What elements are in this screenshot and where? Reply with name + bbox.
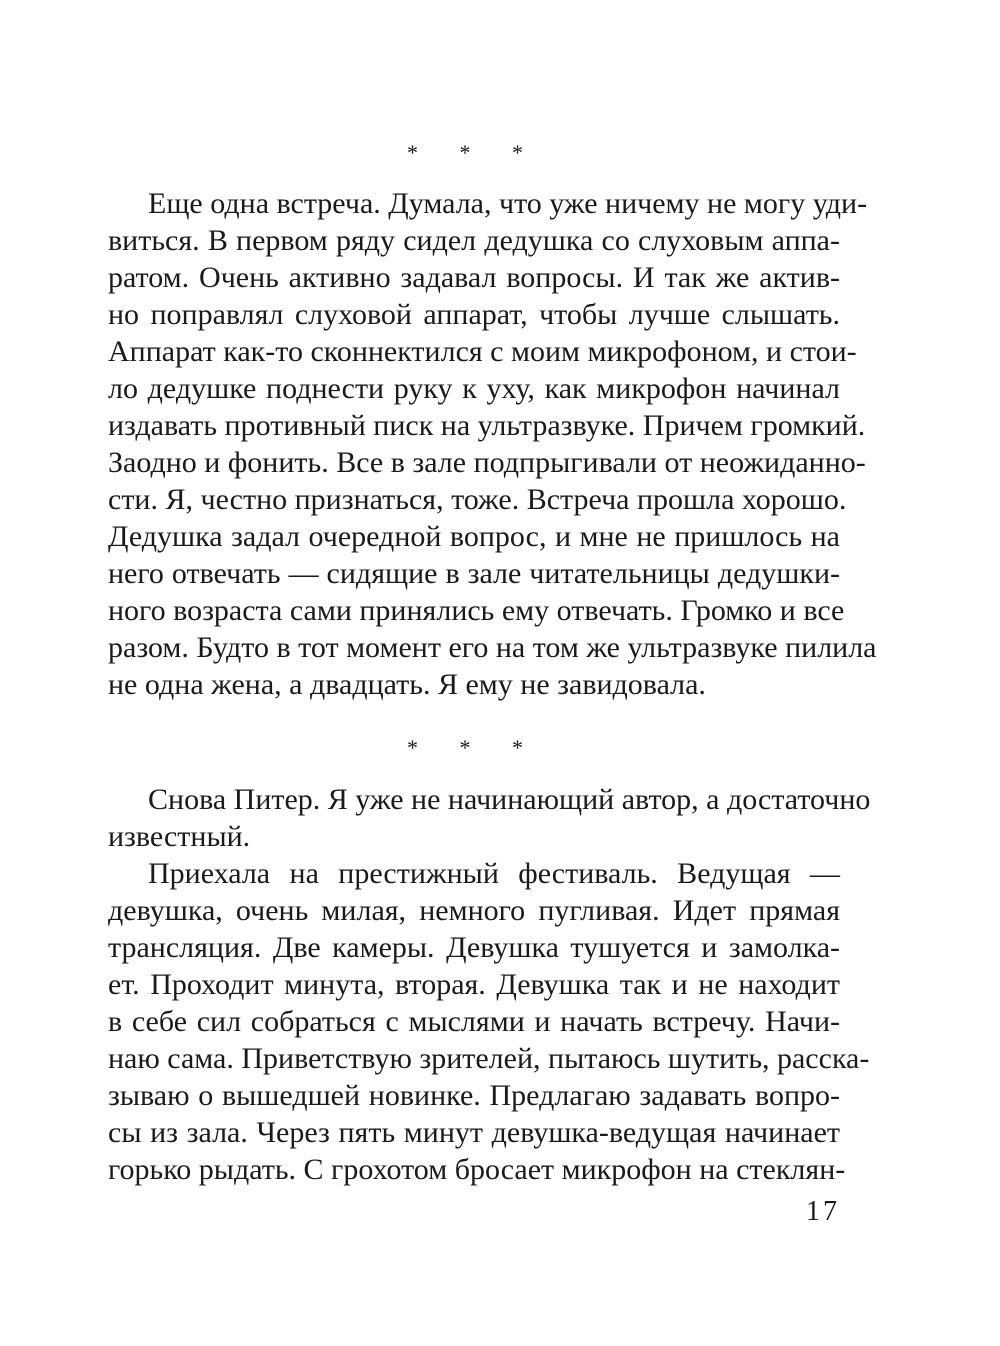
text-line: Заодно и фонить. Все в зале подпрыгивали от неожиданно- — [108, 446, 866, 479]
text-line: Еще одна встреча. Думала, что уже ничему не могу уди- — [148, 187, 868, 220]
text-line: зываю о вышедшей новинке. Предлагаю задавать вопро- — [108, 1079, 840, 1112]
text-line: но поправлял слуховой аппарат, чтобы лучше слышать. — [108, 298, 840, 331]
section-separator: * * * — [407, 140, 541, 165]
text-line: виться. В первом ряду сидел дедушка со слуховым аппа- — [108, 224, 840, 257]
text-line: него отвечать — сидящие в зале читательницы дедушки- — [108, 557, 840, 590]
text-line: издавать противный писк на ультразвуке. Причем громкий. — [108, 409, 866, 442]
text-line: сы из зала. Через пять минут девушка-ведущая начинает — [108, 1116, 840, 1149]
text-line: горько рыдать. С грохотом бросает микрофон на стеклян- — [108, 1153, 846, 1186]
text-line: в себе сил собраться с мыслями и начать встречу. Начи- — [108, 1005, 840, 1038]
text-line: ет. Проходит минута, вторая. Девушка так и не находит — [108, 968, 840, 1001]
text-line: ратом. Очень активно задавал вопросы. И так же актив- — [108, 261, 840, 294]
text-line: ного возраста сами принялись ему отвечать. Громко и все — [108, 594, 845, 627]
section-separator: * * * — [407, 735, 541, 760]
text-line: разом. Будто в тот момент его на том же ультразвуке пилила — [108, 631, 877, 664]
text-line: Приехала на престижный фестиваль. Ведущая — — [148, 857, 840, 890]
text-line: известный. — [108, 820, 251, 853]
text-line: ло дедушке поднести руку к уху, как микрофон начинал — [108, 372, 840, 405]
text-line: сти. Я, честно признаться, тоже. Встреча прошла хорошо. — [108, 483, 847, 516]
text-line: Аппарат как-то сконнектился с моим микрофоном, и стои- — [108, 335, 857, 368]
page-number: 17 — [806, 1196, 840, 1227]
text-line: девушка, очень милая, немного пугливая. Идет прямая — [108, 894, 840, 927]
text-line: Дедушка задал очередной вопрос, и мне не пришлось на — [108, 520, 840, 553]
text-line: Снова Питер. Я уже не начинающий автор, а достаточно — [148, 783, 871, 816]
text-line: не одна жена, а двадцать. Я ему не завидовала. — [108, 668, 706, 701]
text-line: трансляция. Две камеры. Девушка тушуется и замолка- — [108, 931, 840, 964]
text-line: наю сама. Приветствую зрителей, пытаюсь шутить, расска- — [108, 1042, 870, 1075]
